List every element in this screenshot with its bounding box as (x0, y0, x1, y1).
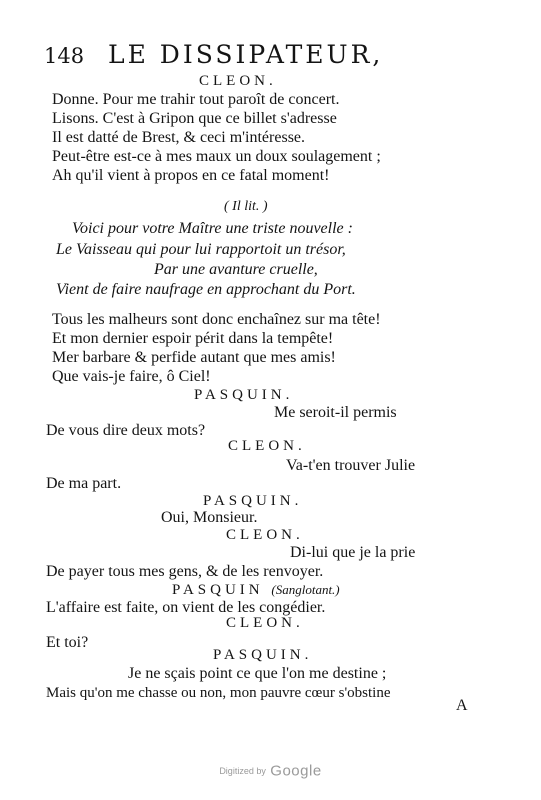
verse-line: Tous les malheurs sont donc enchaînez sur ma tête! (52, 311, 381, 328)
verse-line: Que vais-je faire, ô Ciel! (52, 368, 211, 385)
speaker-cleon: CLEON. (199, 73, 277, 89)
verse-line: De vous dire deux mots? (46, 422, 206, 439)
speaker-cleon: CLEON. (226, 527, 304, 543)
verse-line: Me seroit-il permis (274, 404, 397, 421)
verse-line: De payer tous mes gens, & de les renvoyer. (46, 563, 324, 580)
speaker-pasquin: PASQUIN. (194, 387, 294, 403)
running-title: LE DISSIPATEUR, (108, 40, 384, 69)
verse-line: L'affaire est faite, on vient de les congédier. (46, 599, 326, 616)
verse-line: Je ne sçais point ce que l'on me destine ; (128, 665, 387, 682)
verse-line: Donne. Pour me trahir tout paroît de concert. (52, 91, 340, 108)
verse-line: Et toi? (46, 634, 89, 651)
verse-line: Lisons. C'est à Gripon que ce billet s'adresse (52, 110, 337, 127)
letter-line: Par une avanture cruelle, (154, 261, 318, 278)
speaker-name: PASQUIN (172, 582, 264, 598)
google-logo: Google (270, 762, 322, 780)
page-number: 148 (44, 44, 85, 68)
speaker-cleon: CLEON. (226, 615, 304, 631)
letter-line: Le Vaisseau qui pour lui rapportoit un trésor, (56, 241, 346, 258)
speaker-cleon: CLEON. (228, 438, 306, 454)
verse-line: Ah qu'il vient à propos en ce fatal moment! (52, 167, 330, 184)
verse-line: De ma part. (46, 475, 122, 492)
verse-line: Mer barbare & perfide autant que mes amis! (52, 349, 336, 366)
verse-line: Mais qu'on me chasse ou non, mon pauvre cœur s'obstine (46, 685, 391, 701)
verse-line: Oui, Monsieur. (161, 509, 258, 526)
watermark-prefix: Digitized by (219, 765, 266, 776)
verse-line: Peut-être est-ce à mes maux un doux soulagement ; (52, 148, 381, 165)
catchword: A (456, 697, 468, 714)
digitization-watermark (0, 762, 541, 780)
page-header (44, 40, 501, 74)
verse-line: Et mon dernier espoir périt dans la tempête! (52, 330, 334, 347)
verse-line: Il est datté de Brest, & ceci m'intéresse. (52, 129, 306, 146)
stage-direction: (Sanglotant.) (271, 582, 340, 597)
verse-line: Di-lui que je la prie (290, 544, 416, 561)
verse-line: Va-t'en trouver Julie (286, 457, 416, 474)
stage-direction: ( Il lit. ) (224, 199, 268, 214)
letter-line: Voici pour votre Maître une triste nouvelle : (72, 220, 353, 237)
letter-line: Vient de faire naufrage en approchant du Port. (56, 281, 356, 298)
speaker-pasquin (172, 580, 340, 600)
speaker-pasquin: PASQUIN. (213, 647, 313, 663)
speaker-pasquin: PASQUIN. (203, 493, 303, 509)
